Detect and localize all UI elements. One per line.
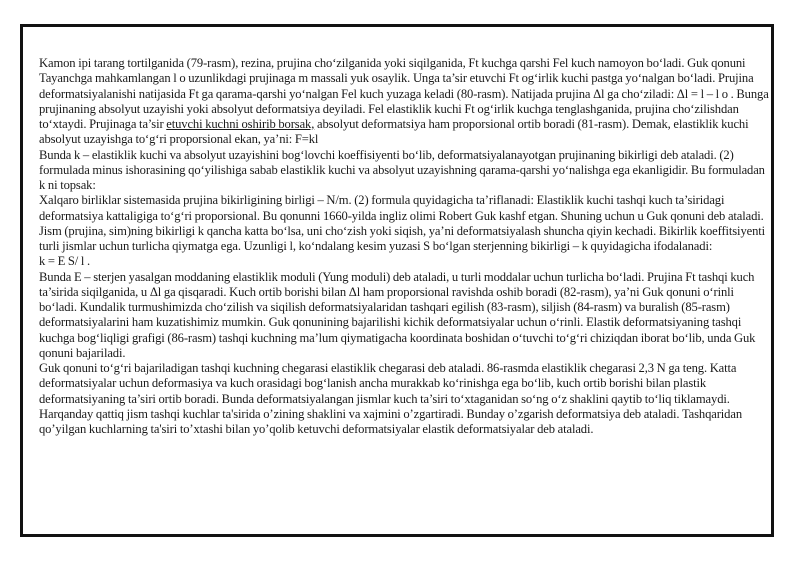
paragraph-hooke-intro-text: Kamon ipi tarang tortilganida (79-rasm), rezina, prujina cho‘zilganida yoki siqilganida, Ft kuchga qarshi Fel kuch namoyon bo‘ladi. Guk qonuni Tayanchga mahkamlangan l o uzunlikdagi prujinaga m massali yuk osaylik. Unga ta’sir etuvchi Ft og‘irlik kuchi pastga yo‘nalgan bo‘ladi. Prujina deformatsiyalanishi natijasida Ft ga qarama-qarshi yo‘nalgan Fel kuch yuzaga keladi (80-rasm). Natijada prujina Δl ga cho‘ziladi: Δl = l – l o . Bunga prujinaning absolyut uzayishi yoki absolyut deformatsiya deyiladi. Fel elastiklik kuchi Ft og‘irlik kuchga tenglashganida, prujina cho‘zilishdan to‘xtaydi. Prujinaga ta’sir bbox=[39, 56, 769, 131]
underlined-phrase: etuvchi kuchni oshirib borsak, bbox=[166, 117, 315, 131]
paragraph-young-modulus: Bunda E – sterjen yasalgan moddaning elastiklik moduli (Yung moduli) deb ataladi, u turli moddalar uchun turlicha bo‘ladi. Prujina Ft tashqi kuch ta’sirida siqilganida, u Δl ga qisqaradi. Kuch ortib borishi bilan Δl ham proporsional ravishda oshib boradi (82-rasm), ya’ni Guk qonuni o‘rinli bo‘ladi. Kundalik turmushimizda cho‘zilish va siqilish deformatsiyalaridan tashqari egilish (83-rasm), siljish (84-rasm) va buralish (85-rasm) deformatsiyalarini ham kuzatishimiz mumkin. Guk qonunining bajarilishi kichik deformatsiyalar uchun o‘rinli. Elastik deformatsiyaning tashqi kuchga bog‘liqligi grafigi (86-rasm) tashqi kuchning ma’lum qiymatigacha koordinata boshidan o‘tuvchi to‘g‘ri chiziqdan iborat bo‘lib, unda Guk qonuni bajariladi. bbox=[39, 269, 756, 360]
paragraph-stiffness-coefficient: Bunda k – elastiklik kuchi va absolyut uzayishini bog‘lovchi koeffisiyenti bo‘lib, deformatsiyalanayotgan prujinaning bikirligi deb ataladi. (2) formulada minus ishorasining qo‘yilishiga sabab elastiklik kuchi va absolyut uzayishning qarama-qarshi yo‘nalishga ega ekanligidir. Bu formuladan k ni topsak: bbox=[39, 147, 765, 192]
paragraph-deformation-definition: Harqanday qattiq jism tashqi kuchlar ta'sirida o’zining shaklini va xajmini o’zgartiradi. Bunday o’zgarish deformatsiya deb ataladi. Tashqaridan qo’yilgan kuchlarning ta'siri to’xtashi bilan yo’qolib ketuvchi deformatsiyalar elastik deformatsiyalar deb ataladi. bbox=[39, 406, 743, 436]
paragraph-si-units: Xalqaro birliklar sistemasida prujina bikirligining birligi – N/m. (2) formula quyidagicha ta’riflanadi: Elastiklik kuchi tashqi kuch ta’siridagi deformatsiya kattaligiga to‘g‘ri proporsional. Bu qonunni 1660-yilda ingliz olimi Robert Guk kashf etgan. Shuning uchun u Guk qonuni deb ataladi. Jism (prujina, sim)ning bikirligi k qancha katta bo‘lsa, uni cho‘zish yoki siqish, ya’ni deformatsiyalash shuncha qiyin kechadi. Bikirlik koeffitsiyenti turli jismlar uchun turlicha qiymatga ega. Uzunligi l, ko‘ndalang kesim yuzasi S bo‘lgan sterjenning bikirligi – k quyidagicha ifodalanadi: bbox=[39, 193, 766, 253]
paragraph-elastic-limit: Guk qonuni to‘g‘ri bajariladigan tashqi kuchning chegarasi elastiklik chegarasi deb ataladi. 86-rasmda elastiklik chegarasi 2,3 N ga teng. Katta deformatsiyalar uchun deformasiya va kuch orasidagi bog‘lanish ancha murakkab ko‘rinishga ega bo‘lib, kuch ortib borishi bilan plastik deformatsiyaning ta’siri ortib boradi. Bunda deformatsiyalangan jismlar kuch ta’siri to‘xtaganidan so‘ng o‘z shaklini qaytib to‘liq tiklamaydi. bbox=[39, 361, 737, 406]
formula-stiffness: k = E S/ l . bbox=[39, 254, 91, 269]
paragraph-hooke-intro bbox=[39, 56, 772, 148]
paragraph-hooke-intro-continuation: absolyut deformatsiya ham proporsional ortib boradi (81-rasm). Demak, elastiklik kuchi absolyut uzayishga to‘g‘ri proporsional ekan, ya’ni: F=kl bbox=[39, 117, 749, 147]
document-body bbox=[39, 56, 772, 437]
